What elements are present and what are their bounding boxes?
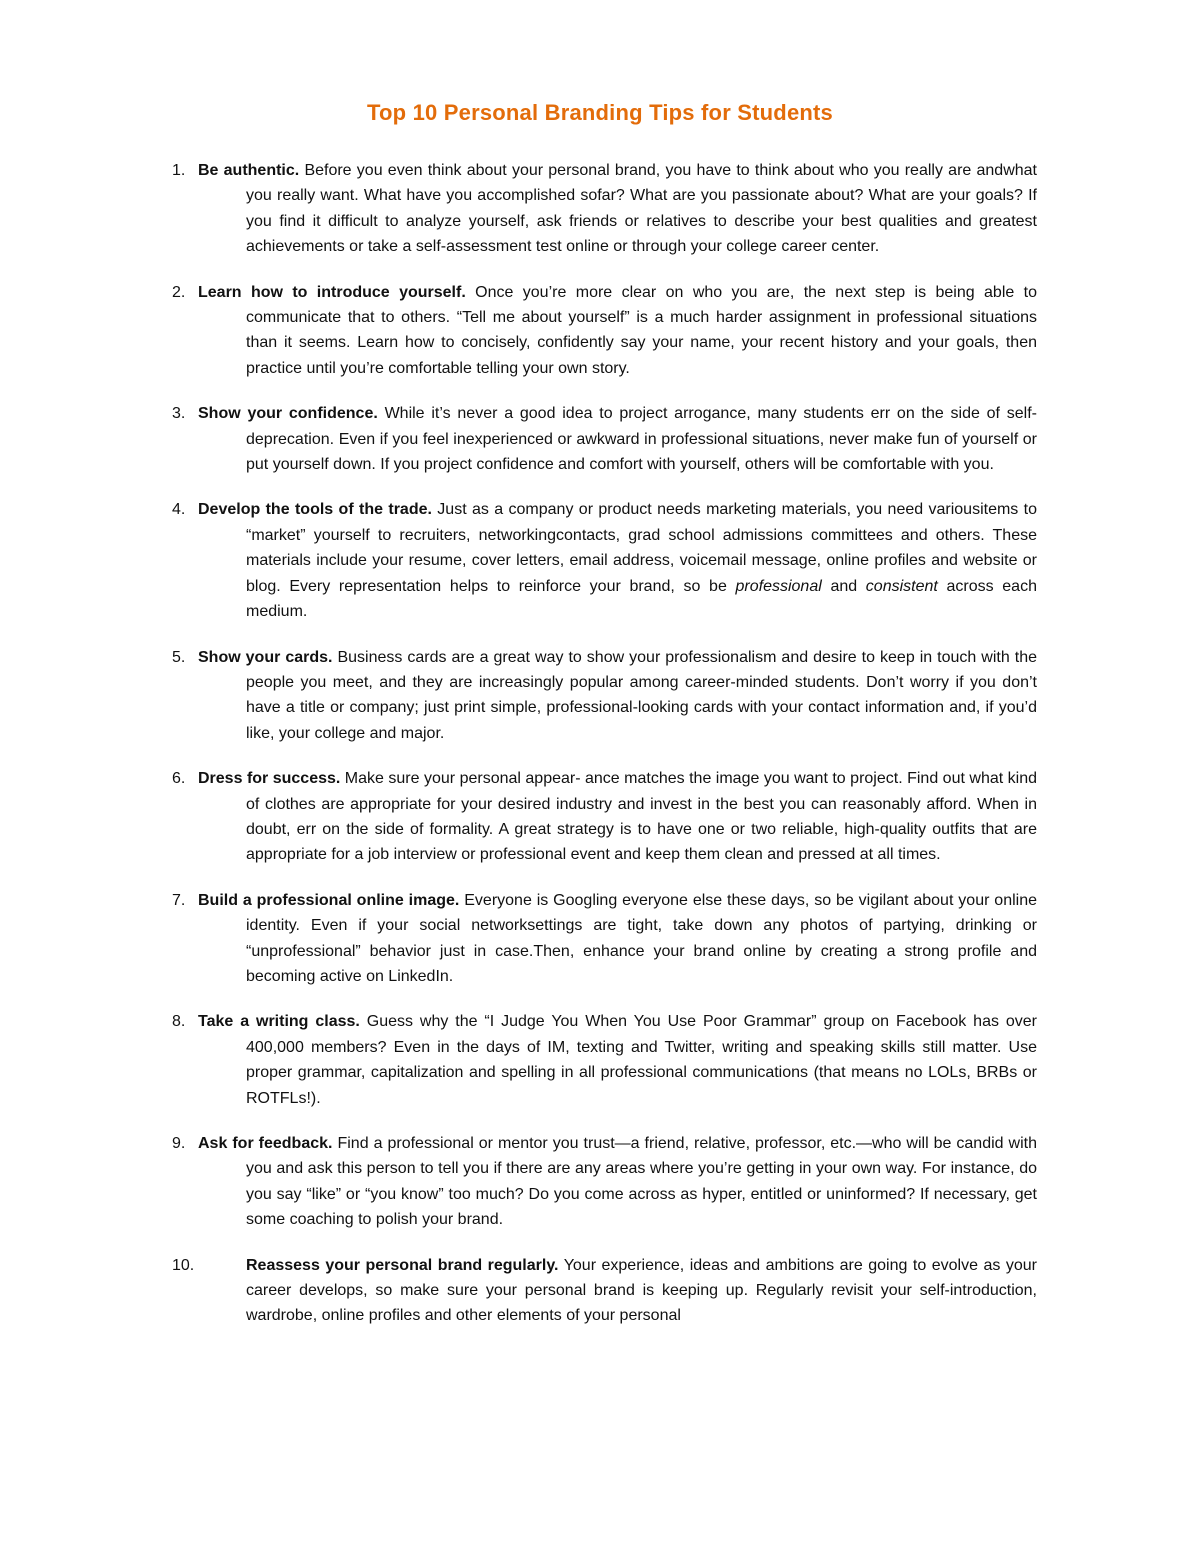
item-body: While it’s never a good idea to project arrogance, many students err on the side of self-deprecation. Even if you feel inexperienced or awkward in professional situations, never make fun of yourself or put yourself down. If you project confidence and comfort with yourself, others will be comfortable with you. xyxy=(246,405,1037,474)
item-body: and xyxy=(821,577,866,595)
item-number: 9. xyxy=(172,1135,186,1152)
list-item xyxy=(172,1009,1037,1111)
item-heading: Develop the tools of the trade. xyxy=(198,501,432,519)
item-heading: Dress for success. xyxy=(198,770,341,788)
item-heading: Reassess your personal brand regularly. xyxy=(246,1256,559,1274)
list-item xyxy=(172,497,1037,624)
list-item xyxy=(172,766,1037,868)
item-body: Find a professional or mentor you trust—a friend, relative, professor, etc.—who will be candid with you and ask this person to tell you if there are any areas where you’re getting in your own way. For instance, do you say “like” or “you know” too much? Do you come across as hyper, entitled or uninformed? If necessary, get some coaching to polish your brand. xyxy=(246,1135,1037,1229)
item-number: 3. xyxy=(172,405,186,423)
item-number: 5. xyxy=(172,648,186,666)
item-body: Just as a company or product needs marketing materials, you need variousitems to “market” yourself to recruiters, networkingcontacts, grad school admissions committees and others. These materials include your resume, cover letters, email address, voicemail message, online profiles and website or blog. Every representation helps to reinforce your brand, so be xyxy=(246,501,1037,595)
item-body: Make sure your personal appear- ance matches the image you want to project. Find out what kind of clothes are appropriate for your desired industry and invest in the best you can reasonably afford. When in doubt, err on the side of formality. A great strategy is to have one or two reliable, high-quality outfits that are appropriate for a job interview or professional event and keep them clean and pressed at all times. xyxy=(246,770,1037,864)
item-body-emphasis: professional xyxy=(735,577,822,595)
item-body: Business cards are a great way to show your professionalism and desire to keep in touch with the people you meet, and they are increasingly popular among career-minded students. Don’t worry if you don’t have a title or company; just print simple, professional-looking cards with your contact information and, if you’d like, your college and major. xyxy=(246,648,1037,742)
item-body: Before you even think about your personal brand, you have to think about who you really are andwhat you really want. What have you accomplished sofar? What are you passionate about? What are your goals? If you find it difficult to analyze yourself, ask friends or relatives to describe your best qualities and greatest achievements or take a self-assessment test online or through your college career center. xyxy=(246,162,1037,256)
list-item xyxy=(172,280,1037,382)
list-item xyxy=(172,1131,1037,1233)
item-body: Once you’re more clear on who you are, the next step is being able to communicate that to others. “Tell me about yourself” is a much harder assignment in professional situations than it seems. Learn how to concisely, confidently say your name, your recent history and your goals, then practice until you’re comfortable telling your own story. xyxy=(246,283,1038,377)
item-number: 7. xyxy=(172,891,186,909)
tips-list xyxy=(172,158,1037,1349)
item-heading: Show your confidence. xyxy=(198,405,378,423)
page-title: Top 10 Personal Branding Tips for Students xyxy=(367,100,833,125)
item-heading: Take a writing class. xyxy=(198,1013,360,1031)
item-body-emphasis: consistent xyxy=(865,577,938,595)
item-body: Everyone is Googling everyone else these days, so be vigilant about your online identity. Even if your social networksettings are tight, take down any photos of partying, drinking or “unprofessional” behavior just in case.Then, enhance your brand online by creating a strong profile and becoming active on LinkedIn. xyxy=(246,891,1038,985)
item-body: across each medium. xyxy=(246,577,1037,621)
list-item xyxy=(172,158,1037,260)
item-body: Your experience, ideas and ambitions are going to evolve as your career develops, so make sure your personal brand is keeping up. Regularly revisit your self-introduction, wardrobe, online profiles and other elements of your personal xyxy=(246,1256,1038,1325)
item-heading: Be authentic. xyxy=(198,162,300,179)
item-number: 10. xyxy=(172,1256,195,1274)
item-heading: Ask for feedback. xyxy=(198,1135,333,1152)
item-heading: Show your cards. xyxy=(198,648,333,666)
item-heading: Learn how to introduce yourself. xyxy=(198,283,466,301)
list-item xyxy=(172,888,1037,990)
item-heading: Build a professional online image. xyxy=(198,891,460,909)
item-number: 6. xyxy=(172,770,186,788)
item-number: 8. xyxy=(172,1013,186,1031)
item-number: 2. xyxy=(172,283,186,301)
item-body: Guess why the “I Judge You When You Use Poor Grammar” group on Facebook has over 400,000 members? Even in the days of IM, texting and Twitter, writing and speaking skills still matter. Use proper grammar, capitalization and spelling in all professional communications (that means no LOLs, BRBs or ROTFLs!). xyxy=(246,1013,1038,1107)
item-number: 4. xyxy=(172,501,186,519)
list-item xyxy=(172,401,1037,477)
list-item xyxy=(172,645,1037,747)
item-number: 1. xyxy=(172,162,186,179)
list-item xyxy=(172,1253,1037,1329)
